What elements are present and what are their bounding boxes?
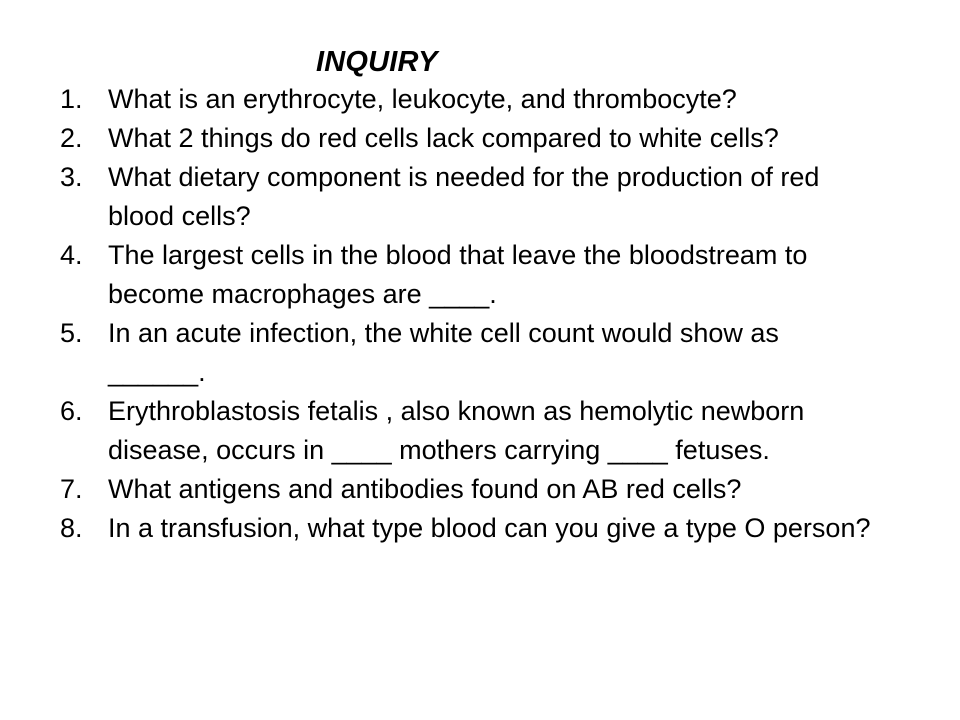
question-item — [60, 80, 880, 119]
question-text: Erythroblastosis fetalis , also known as hemolytic newborn disease, occurs in ____ mothers carrying ____ fetuses. — [108, 396, 805, 465]
question-item — [60, 470, 880, 509]
question-item — [60, 119, 880, 158]
question-number: 8. — [60, 513, 83, 543]
question-number: 3. — [60, 162, 83, 192]
question-item — [60, 314, 880, 392]
question-text: What antigens and antibodies found on AB red cells? — [108, 474, 742, 504]
question-number: 2. — [60, 123, 83, 153]
question-number: 4. — [60, 240, 83, 270]
question-number: 7. — [60, 474, 83, 504]
question-text: What 2 things do red cells lack compared to white cells? — [108, 123, 779, 153]
question-text: What is an erythrocyte, leukocyte, and thrombocyte? — [108, 84, 737, 114]
question-text: In an acute infection, the white cell count would show as ______. — [108, 318, 779, 387]
question-text: In a transfusion, what type blood can you give a type O person? — [108, 513, 871, 543]
question-list — [60, 80, 880, 548]
question-text: The largest cells in the blood that leave the bloodstream to become macrophages are ____. — [108, 240, 808, 309]
question-item — [60, 158, 880, 236]
question-number: 1. — [60, 84, 83, 114]
question-number: 5. — [60, 318, 83, 348]
slide-title: INQUIRY — [316, 46, 438, 78]
question-item — [60, 392, 880, 470]
question-item — [60, 509, 880, 548]
question-text: What dietary component is needed for the production of red blood cells? — [108, 162, 820, 231]
question-number: 6. — [60, 396, 83, 426]
question-item — [60, 236, 880, 314]
